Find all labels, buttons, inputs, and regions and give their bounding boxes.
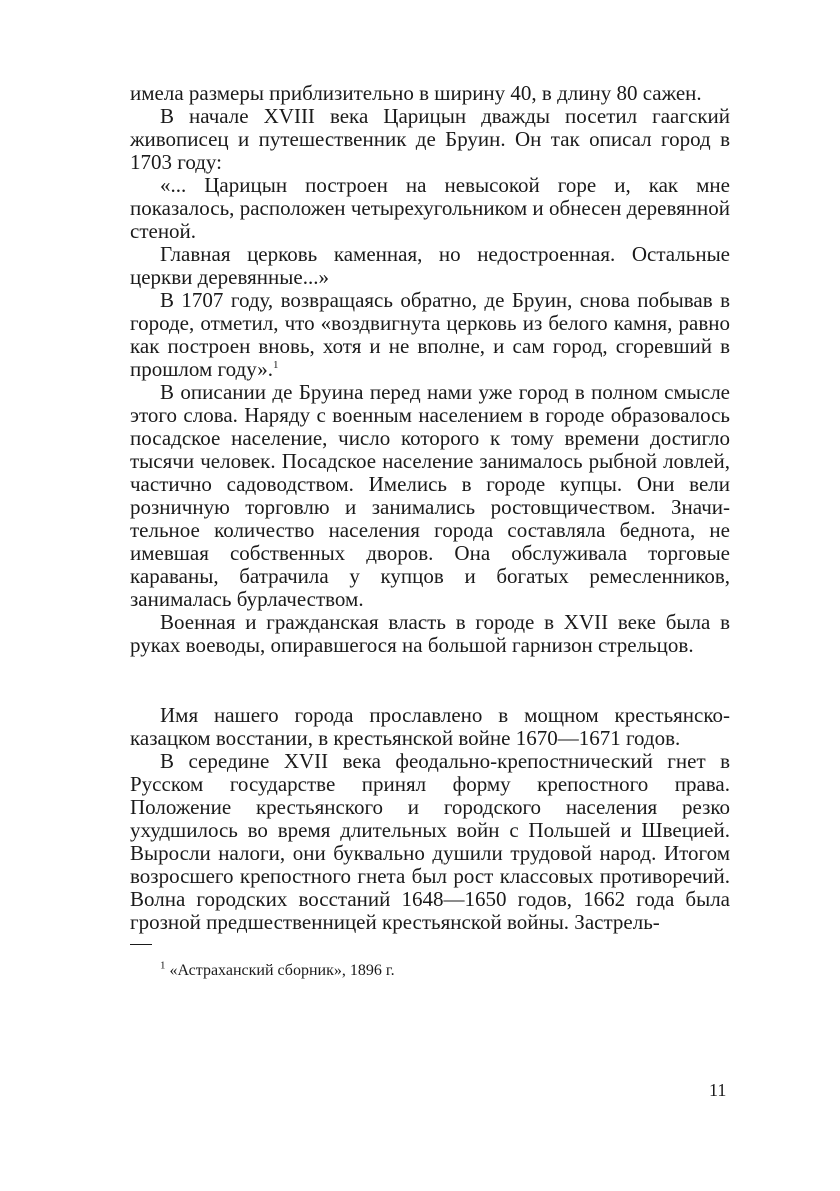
footnote-marker: 1 bbox=[160, 959, 166, 972]
paragraph-8: Имя нашего города прославлено в мощном крестьянско-казацком восстании, в крестьянской войне 1670—1671 годов. bbox=[130, 703, 730, 750]
paragraph-5-text: В 1707 году, возвращаясь обратно, де Бруин, снова побывав в городе, отметил, что «воздвигнута церковь из белого камня, равно как построен вновь, хотя и не вполне, и сам город, сгоревший в прошлом году». bbox=[130, 288, 730, 381]
footnote-text: «Астраханский сборник», 1896 г. bbox=[169, 962, 395, 979]
paragraph-4-quote: Главная церковь каменная, но недостроенная. Остальные церкви деревянные...» bbox=[130, 242, 730, 289]
paragraph-6: В описании де Бруина перед нами уже город в полном смысле этого слова. Наряду с военным населением в городе образовалось посадское население, число которого к тому времени достигло тысячи человек. Посадское население занималось рыбной ловлей, частично садоводством. Имелись в городе купцы. Они вели розничную торговлю и занимались ростовщичеством. Значительное количество населения города составляла беднота, не имевшая собственных дворов. Она обслуживала торговые караваны, батрачила у купцов и богатых ремесленников, занималась бурлачеством. bbox=[130, 380, 730, 611]
footnote-ref: 1 bbox=[272, 359, 279, 371]
paragraph-5 bbox=[130, 289, 730, 381]
paragraph-3-quote: «... Царицын построен на невысокой горе и, как мне показалось, расположен четырехугольником и обнесен деревянной стеной. bbox=[130, 173, 730, 243]
paragraph-7: Военная и гражданская власть в городе в XVII веке была в руках воеводы, опиравшегося на большой гарнизон стрельцов. bbox=[130, 610, 730, 657]
footnote bbox=[160, 961, 730, 981]
paragraph-9: В середине XVII века феодально-крепостнический гнет в Русском государстве принял форму крепостного права. Положение крестьянского и городского населения резко ухудшилось во время длительных войн с Польшей и Швецией. Выросли налоги, они буквально душили трудовой народ. Итогом возросшего крепостного гнета был рост классовых противоречий. Волна городских восстаний 1648—1650 годов, 1662 года была грозной предшественницей крестьянской войны. Застрель- bbox=[130, 749, 730, 934]
footnote-divider bbox=[130, 944, 152, 945]
paragraph-1: имела размеры приблизительно в ширину 40, в длину 80 сажен. bbox=[130, 81, 702, 105]
paragraph-2: В начале XVIII века Царицын дважды посетил гаагский живописец и путешественник де Бруин. Он так описал город в 1703 году: bbox=[130, 104, 730, 174]
page-number: 11 bbox=[709, 1080, 727, 1100]
page-body bbox=[130, 82, 730, 981]
